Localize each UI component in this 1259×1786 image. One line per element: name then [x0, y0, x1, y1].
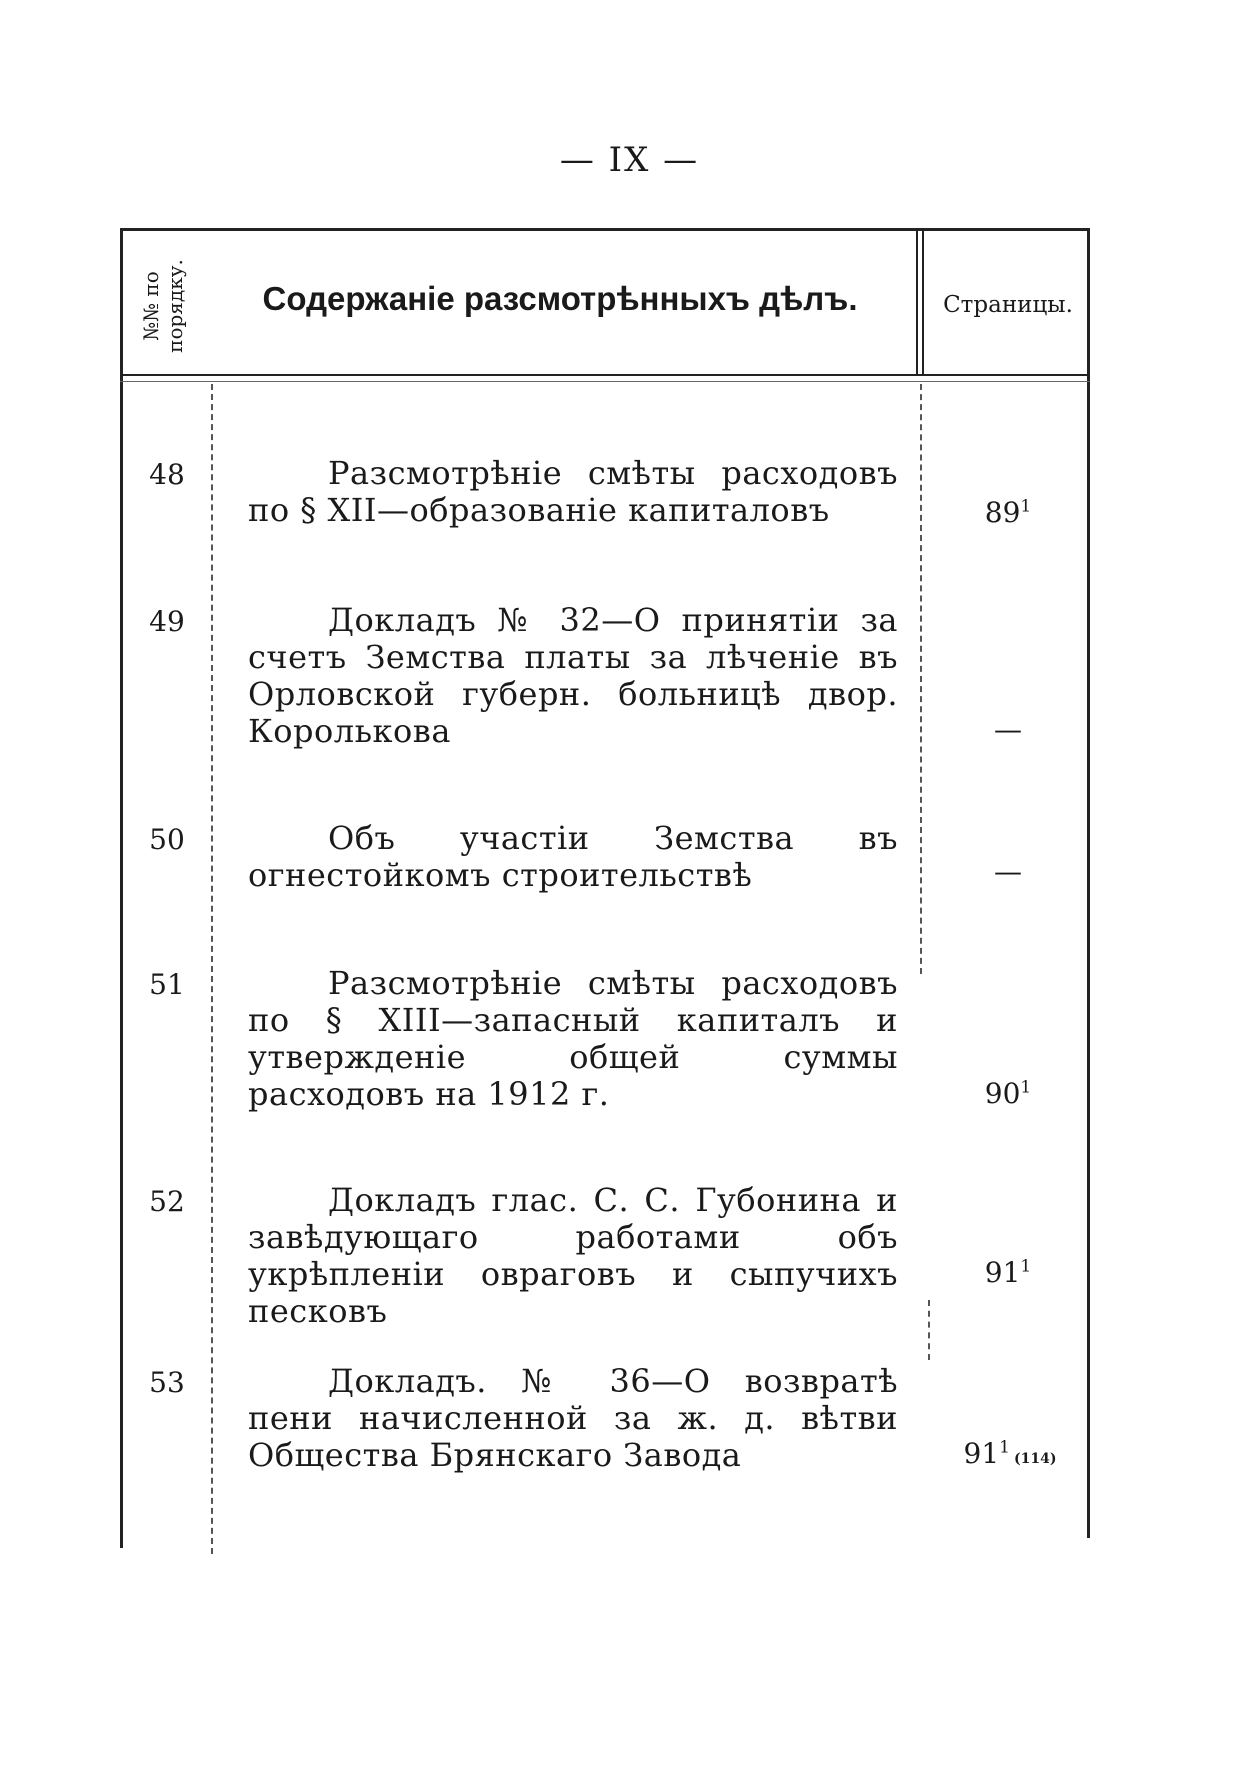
row-number: 50 — [149, 823, 185, 856]
page-number: — IX — — [559, 140, 700, 180]
row-page-number: — — [994, 855, 1022, 888]
row-page-number: 89 — [984, 496, 1021, 529]
row-page-sup: 1 — [1020, 1077, 1032, 1098]
row-number: 52 — [149, 1185, 185, 1218]
pages-col-divider — [920, 384, 922, 974]
row-number: 53 — [149, 1366, 185, 1399]
right-border — [1087, 228, 1090, 1538]
row-page-sup: 1 — [999, 1437, 1010, 1458]
row-text-content: Разсмотрѣніе смѣты расходовъ по § XII—образованіе капиталовъ — [248, 454, 898, 529]
header-rule-2 — [120, 381, 1090, 382]
row-page — [935, 1077, 1085, 1110]
row-page — [935, 713, 1085, 746]
row-page-number: 90 — [984, 1077, 1021, 1110]
header-pages-label: Страницы. — [943, 292, 1073, 318]
left-border — [120, 228, 123, 1548]
pages-col-rule-2 — [922, 228, 924, 376]
row-page-sup: 1 — [1020, 496, 1032, 517]
row-page-number: 91 — [963, 1437, 1000, 1470]
row-page-number: 91 — [984, 1256, 1021, 1289]
row-text — [248, 602, 898, 750]
row-number: 48 — [149, 458, 185, 491]
row-page — [935, 1437, 1085, 1470]
row-page-sup: 1 — [1020, 1256, 1032, 1277]
row-page — [935, 1256, 1085, 1289]
row-text-content: Докладъ глас. С. С. Губонина и завѣдующаго работами объ укрѣпленіи овраговъ и сыпучихъ песковъ — [248, 1181, 898, 1330]
row-text-content: Объ участіи Земства въ огнестойкомъ строительствѣ — [248, 819, 898, 894]
pages-col-rule-1 — [916, 228, 918, 376]
row-page — [935, 496, 1085, 529]
row-text — [248, 1182, 898, 1330]
row-page-ref: (114) — [1013, 1451, 1057, 1467]
row-text-content: Докладъ. № 36—О возвратѣ пени начисленной за ж. д. вѣтви Общества Брянскаго Завода — [248, 1362, 898, 1474]
row-text — [248, 965, 898, 1113]
row-page — [935, 855, 1085, 888]
row-page-number: — — [994, 713, 1022, 746]
number-col-divider — [211, 384, 213, 1554]
row-number: 51 — [149, 968, 185, 1001]
row-text — [248, 1363, 898, 1474]
row-text — [248, 820, 898, 894]
row-text-content: Разсмотрѣніе смѣты расходовъ по § XIII—запасный капиталъ и утвержденіе общей суммы расходовъ на 1912 г. — [248, 964, 898, 1113]
header-rule-1 — [120, 374, 1090, 376]
header-number-col — [128, 236, 198, 376]
row-text-content: Докладъ № 32—О принятіи за счетъ Земства платы за лѣченіе въ Орловской губерн. больницѣ двор. Королькова — [248, 601, 898, 750]
pages-col-divider-lower — [928, 1300, 930, 1360]
header-number-label: №№ по порядку. — [139, 259, 188, 353]
row-number: 49 — [149, 605, 185, 638]
top-border — [120, 228, 1090, 231]
row-text — [248, 455, 898, 529]
header-content-title: Содержаніе разсмотрѣнныхъ дѣлъ. — [262, 280, 858, 317]
